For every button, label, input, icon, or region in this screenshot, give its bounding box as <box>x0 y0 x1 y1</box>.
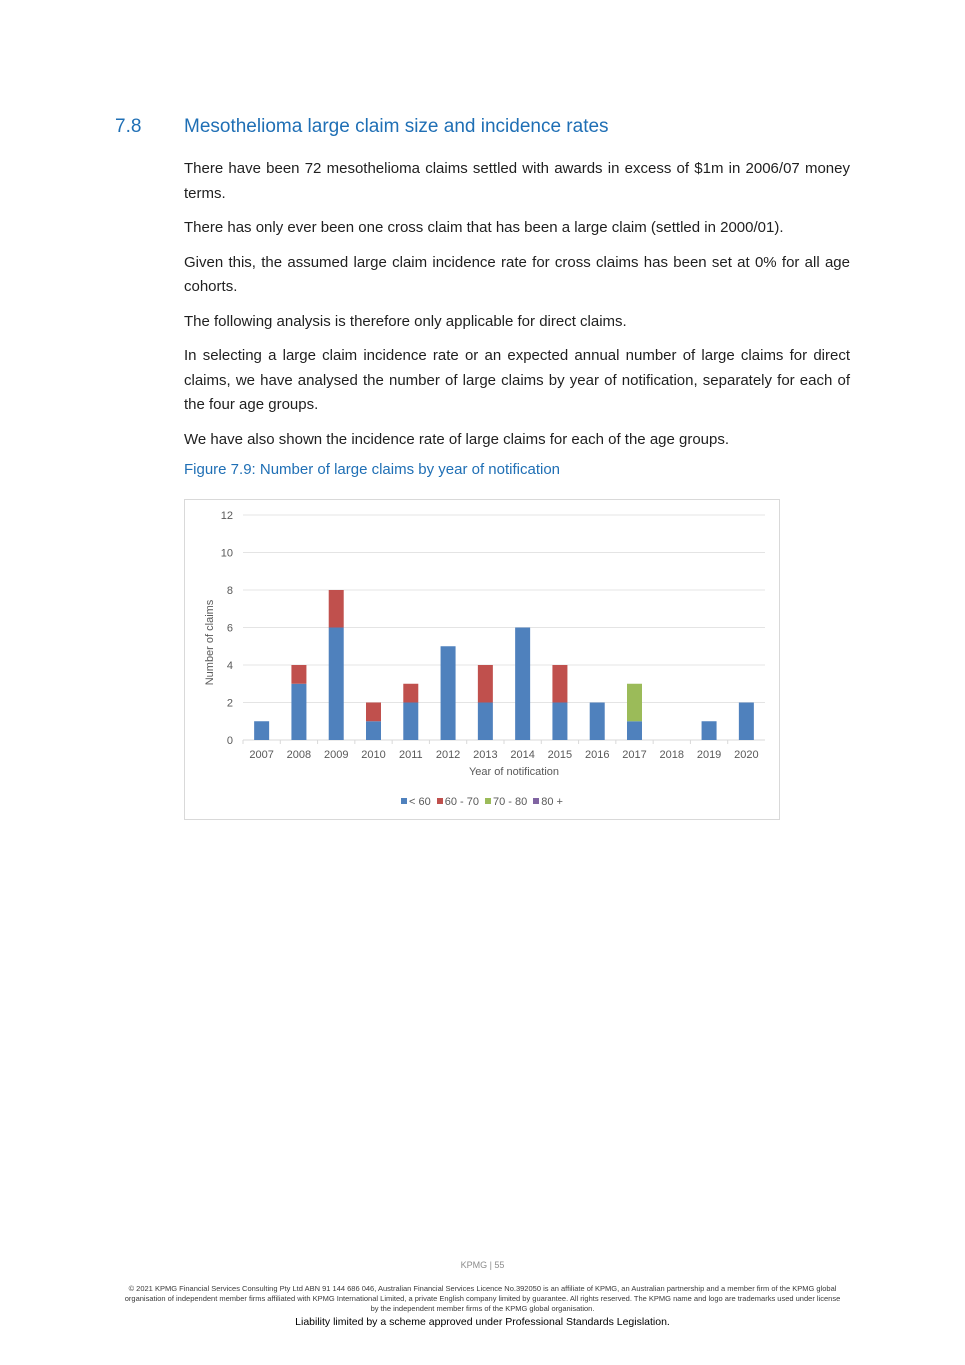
paragraph: There has only ever been one cross claim that has been a large claim (settled in 2000/01). <box>184 219 784 236</box>
x-tick-label: 2013 <box>473 749 498 761</box>
section-number: 7.8 <box>115 116 142 137</box>
y-tick-label: 4 <box>226 660 233 672</box>
chart-legend <box>185 796 779 808</box>
y-tick-label: 6 <box>226 622 233 635</box>
figure-caption: Figure 7.9: Number of large claims by year of notification <box>184 461 561 478</box>
legend-label: < 60 <box>409 796 431 808</box>
bar-segment <box>478 665 493 703</box>
legend-swatch <box>485 798 491 804</box>
y-axis-title: Number of claims <box>204 599 216 686</box>
x-tick-label: 2019 <box>696 749 722 761</box>
bar-segment <box>254 721 269 740</box>
footer-copyright: © 2021 KPMG Financial Services Consulting Pty Ltd ABN 91 144 686 046, Australian Financial Services Licence No.392050 is an affiliate of KPMG, an Australian partnership and a member firm of the KPMG global organisation of independent member firms affiliated with KPMG International Limited, a private English company limited by guarantee. All rights reserved. The KPMG name and logo are trademarks used under license by the independent member firms of the KPMG global organisation. <box>124 1284 841 1313</box>
x-tick-label: 2007 <box>249 749 274 761</box>
bar-segment <box>291 684 306 740</box>
x-tick-label: 2018 <box>659 749 685 761</box>
bar-segment <box>403 703 418 741</box>
bar-segment <box>478 703 493 741</box>
liability-notice: Liability limited by a scheme approved under Professional Standards Legislation. <box>295 1316 670 1328</box>
paragraph: Given this, the assumed large claim incidence rate for cross claims has been set at 0% for all age cohorts. <box>184 253 850 295</box>
bar-segment <box>291 665 306 684</box>
paragraph: We have also shown the incidence rate of large claims for each of the age groups. <box>184 430 730 448</box>
paragraph: The following analysis is therefore only applicable for direct claims. <box>184 312 627 330</box>
x-tick-label: 2014 <box>510 749 535 761</box>
bar-segment <box>590 703 605 741</box>
bar-chart <box>184 499 780 820</box>
x-tick-label: 2016 <box>584 749 610 761</box>
chart-plot <box>185 500 781 821</box>
bar-segment <box>329 628 344 741</box>
legend-swatch <box>401 798 407 804</box>
x-tick-label: 2017 <box>622 749 647 761</box>
x-tick-label: 2011 <box>398 749 423 761</box>
paragraph: In selecting a large claim incidence rate or an expected annual number of large claims for direct claims, we have analysed the number of large claims by year of notification, separately for each of the four age groups. <box>184 347 850 413</box>
legend-label: 80 + <box>541 796 563 808</box>
y-tick-label: 12 <box>220 510 233 522</box>
x-axis-title: Year of notification <box>468 766 560 778</box>
y-tick-label: 10 <box>220 547 233 560</box>
bar-segment <box>702 721 717 740</box>
bar-segment <box>441 646 456 740</box>
bar-segment <box>627 721 642 740</box>
x-tick-label: 2020 <box>734 749 759 761</box>
legend-label: 70 - 80 <box>493 796 528 808</box>
legend-swatch <box>437 798 443 804</box>
x-tick-label: 2010 <box>361 749 386 761</box>
x-tick-label: 2012 <box>435 749 461 761</box>
legend-label: 60 - 70 <box>444 796 479 808</box>
y-tick-label: 2 <box>226 697 233 710</box>
x-tick-label: 2015 <box>547 749 573 761</box>
legend-swatch <box>533 798 539 804</box>
x-tick-label: 2009 <box>323 749 349 761</box>
page-number: KPMG | 55 <box>460 1260 505 1270</box>
bar-segment <box>366 703 381 722</box>
paragraph: There have been 72 mesothelioma claims settled with awards in excess of $1m in 2006/07 money terms. <box>184 160 850 202</box>
bar-segment <box>515 628 530 741</box>
bar-segment <box>627 684 642 722</box>
section-title: Mesothelioma large claim size and incidence rates <box>184 116 609 137</box>
bar-segment <box>552 703 567 741</box>
bar-segment <box>552 665 567 703</box>
legend-item <box>437 796 479 808</box>
y-tick-label: 0 <box>226 735 233 747</box>
bar-segment <box>739 703 754 741</box>
bar-segment <box>403 684 418 703</box>
bar-segment <box>329 590 344 628</box>
y-tick-label: 8 <box>226 585 233 597</box>
bar-segment <box>366 721 381 740</box>
body-text <box>184 157 850 462</box>
legend-item <box>533 796 563 808</box>
legend-item <box>485 796 527 808</box>
x-tick-label: 2008 <box>286 749 312 761</box>
legend-item <box>401 796 431 808</box>
